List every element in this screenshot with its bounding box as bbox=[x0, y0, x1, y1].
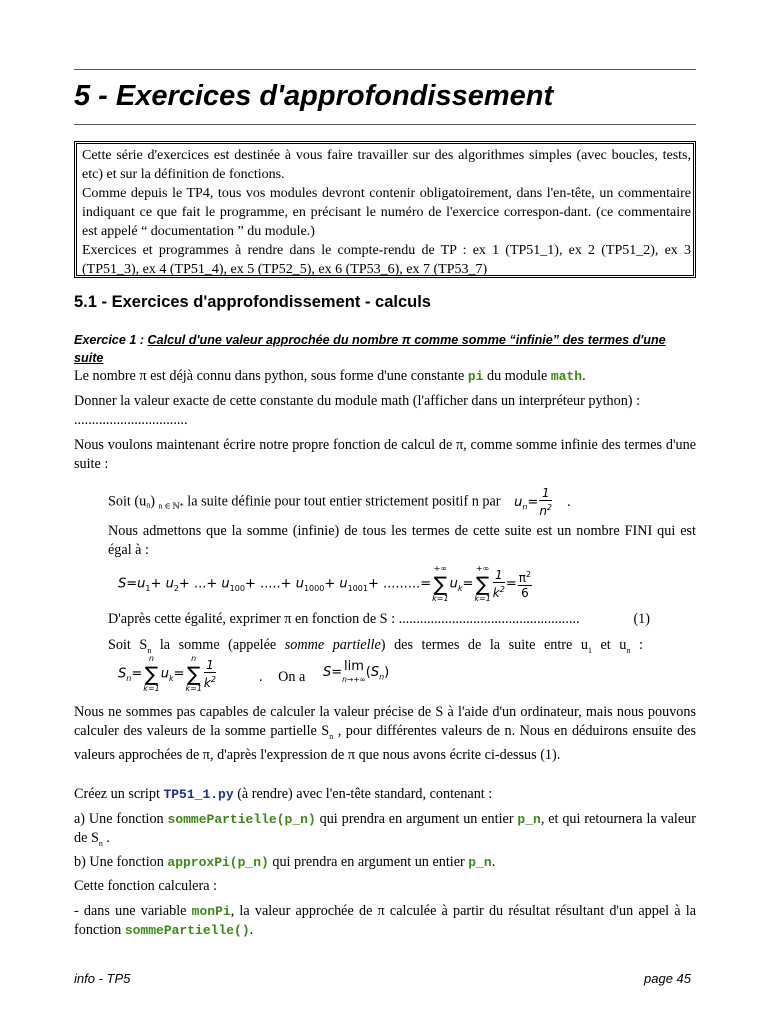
paragraph-somme-infinie bbox=[74, 436, 696, 474]
sigma-bottom-4: k=1 bbox=[185, 684, 202, 693]
sym-rpar: ) bbox=[384, 665, 390, 680]
paragraph-calculera bbox=[74, 877, 696, 896]
text-des-termes: ) des termes de la suite entre u bbox=[380, 637, 588, 653]
sym-dots-9: ......... bbox=[383, 576, 421, 592]
intro-box bbox=[74, 141, 696, 278]
equation-ref-1: (1) bbox=[633, 611, 650, 627]
sym-sub-1001: 1001 bbox=[347, 584, 368, 594]
text-somme-partielle: somme partielle bbox=[284, 637, 381, 653]
text-ordinateur-b: , pour différentes valeurs de n. Nous en déduirons ensuite des valeurs approchées de π, d'après l'expression de π que nous avons écrite ci-dessus (1). bbox=[74, 723, 696, 763]
text-ordinateur-a: Nous ne sommes pas capables de calculer la valeur précise de S à l'aide d'un ordinateur, mais nous pouvons calculer des valeurs de la somme partielle S bbox=[74, 704, 696, 739]
sigma-partial-uk bbox=[143, 654, 159, 694]
paragraph-pi-python bbox=[74, 367, 696, 386]
sym-plus-2: + bbox=[178, 576, 190, 592]
sym-plus-6: + bbox=[324, 576, 336, 592]
fraction-1-over-k2 bbox=[493, 568, 505, 600]
paragraph-fonction-b bbox=[74, 853, 696, 872]
code-p_n-2: p_n bbox=[468, 855, 492, 870]
lim-word: lim bbox=[344, 658, 364, 674]
sym-uk-2: u bbox=[160, 666, 169, 682]
exercise-title: Calcul d'une valeur approchée du nombre π comme somme “infinie” des termes d'une suite bbox=[74, 333, 666, 365]
text-colon: : bbox=[630, 637, 643, 653]
sym-S-lim: S bbox=[323, 665, 332, 680]
sym-eq-3: = bbox=[462, 576, 474, 592]
sigma-n-top: n bbox=[148, 654, 154, 663]
text-a-rendre: (à rendre) avec l'en-tête standard, contenant : bbox=[233, 786, 493, 802]
sym-plus-7: + bbox=[367, 576, 379, 592]
sigma-bottom-3: k=1 bbox=[143, 684, 160, 693]
sym-uk: u bbox=[449, 576, 458, 592]
text-on-a: On a bbox=[278, 669, 306, 685]
code-p_n: p_n bbox=[517, 812, 541, 827]
text-donner-valeur: Donner la valeur exacte de cette constante du module math (l'afficher dans un interpréteur python) : bbox=[74, 393, 641, 409]
paragraph-donner-valeur bbox=[74, 392, 696, 430]
sym-lpar: ( bbox=[365, 665, 371, 680]
limit-operator bbox=[342, 660, 366, 686]
sym-eq-6: = bbox=[173, 666, 185, 682]
formula-limit bbox=[323, 658, 389, 693]
code-math: math bbox=[550, 369, 583, 384]
sigma-symbol: ∑ bbox=[433, 572, 448, 596]
intro-paragraph-1: Cette série d'exercices est destinée à vous faire travailler sur des algorithmes simples (avec boucles, tests, etc) et sur la définition de fonctions. bbox=[82, 148, 691, 182]
text-fonction-b: b) Une fonction bbox=[74, 854, 168, 870]
text-dans-variable: - dans une variable bbox=[74, 903, 192, 919]
sigma-top: +∞ bbox=[433, 564, 448, 573]
exercise-label: Exercice 1 : bbox=[74, 333, 148, 347]
sym-u1: u bbox=[137, 576, 146, 592]
text-soit-sn: Soit S bbox=[108, 637, 148, 653]
text-soit: Soit (u bbox=[108, 493, 147, 510]
frac-k-den bbox=[493, 583, 505, 600]
sub-sn-3: n bbox=[98, 838, 103, 848]
text-creez: Créez un script bbox=[74, 786, 164, 802]
text-dot: . bbox=[259, 669, 263, 685]
text-fonction-a: a) Une fonction bbox=[74, 811, 168, 827]
sym-sub-n-lim: n bbox=[379, 672, 385, 682]
sym-u2: u bbox=[165, 576, 174, 592]
footer-course: info - TP5 bbox=[74, 971, 131, 986]
sym-sub-k: k bbox=[457, 584, 463, 594]
sub-sn-2: n bbox=[329, 731, 334, 741]
code-sommePartielle-call: sommePartielle() bbox=[124, 923, 250, 938]
sigma-top-2: +∞ bbox=[475, 564, 490, 573]
chapter-title: 5 - Exercices d'approfondissement bbox=[74, 80, 554, 112]
sym-plus-5: + bbox=[280, 576, 292, 592]
sym-dots-5: ..... bbox=[259, 576, 281, 592]
sym-plus-4: + bbox=[244, 576, 256, 592]
frac-k-num: 1 bbox=[493, 568, 505, 583]
frac-den bbox=[539, 501, 552, 518]
sigma-n-top-2: n bbox=[191, 654, 197, 663]
exercise-heading bbox=[74, 331, 696, 367]
sym-eq-1: = bbox=[126, 576, 138, 592]
text-nous-admettons: Nous admettons que la somme (infinie) de tous les termes de cette suite est un nombre FINI qui est égal à : bbox=[108, 523, 696, 558]
sub-n: n bbox=[146, 500, 151, 510]
text-prendra-argument: qui prendra en argument un entier bbox=[315, 811, 518, 827]
sym-u1001: u bbox=[339, 576, 348, 592]
sigma-symbol-2: ∑ bbox=[475, 572, 490, 596]
frac-six: 6 bbox=[521, 586, 529, 600]
sym-dots-3: ... bbox=[193, 576, 207, 592]
sym-u1000: u bbox=[295, 576, 304, 592]
frac-k-den-sq: 2 bbox=[499, 585, 505, 594]
sym-plus-1: + bbox=[150, 576, 162, 592]
paragraph-ordinateur bbox=[74, 703, 696, 765]
sigma-sum-1-over-k2 bbox=[474, 564, 490, 604]
sym-eq-2: = bbox=[420, 576, 432, 592]
sym-sub-100: 100 bbox=[229, 584, 245, 594]
sym-sub-1000: 1000 bbox=[303, 584, 325, 594]
sym-sub-2: 2 bbox=[173, 584, 179, 594]
text-end-dot: . bbox=[567, 493, 571, 510]
fraction-1-over-n2 bbox=[539, 486, 552, 518]
sigma-bottom-2: k=1 bbox=[474, 594, 491, 603]
set-nstar: n ∈ ℕ* bbox=[158, 501, 184, 511]
frac-pi-num bbox=[518, 568, 532, 586]
frac-num: 1 bbox=[539, 486, 552, 501]
sigma-symbol-3: ∑ bbox=[144, 662, 159, 686]
formula-partial-sum bbox=[118, 654, 217, 699]
section-title: 5.1 - Exercices d'approfondissement - calculs bbox=[74, 293, 431, 311]
formula-un bbox=[514, 486, 557, 518]
text-suite-definie: la suite définie pour tout entier strictement positif n par bbox=[183, 493, 501, 510]
paragraph-nous-admettons bbox=[108, 522, 696, 560]
answer-dots-1: ................................................... bbox=[398, 611, 580, 627]
sym-sub-n: n bbox=[522, 502, 528, 512]
text-prendra-argument-2: qui prendra en argument un entier bbox=[268, 854, 469, 870]
frac-p-den-k: k bbox=[203, 676, 211, 690]
sym-eq: = bbox=[527, 494, 539, 510]
text-period-3: . bbox=[491, 854, 496, 870]
text-period-2: . bbox=[102, 830, 110, 846]
paragraph-dapres bbox=[108, 610, 696, 629]
title-underline-rule bbox=[74, 124, 696, 125]
sub-u1: 1 bbox=[587, 645, 592, 655]
fraction-1-over-k2-partial bbox=[204, 658, 216, 690]
frac-p-den-sq: 2 bbox=[210, 675, 216, 684]
text-retournera: , et qui retournera la valeur de S bbox=[74, 811, 696, 846]
intro-paragraph-3: Exercices et programmes à rendre dans le compte-rendu de TP : ex 1 (TP51_1), ex 2 (TP51_2), ex 3 (TP51_3), ex 4 (TP51_4), ex 5 (TP52_5), ex 6 (TP53_6), ex 7 (TP53_7) bbox=[82, 243, 691, 277]
formula-infinite-sum bbox=[118, 564, 533, 609]
on-a-label bbox=[259, 668, 305, 687]
frac-pi: π bbox=[518, 571, 526, 585]
code-sommePartielle: sommePartielle(p_n) bbox=[167, 812, 316, 827]
code-script-name: TP51_1.py bbox=[163, 787, 234, 802]
text-et-un: et u bbox=[591, 637, 627, 653]
frac-den-n: n bbox=[539, 504, 547, 518]
sym-S: S bbox=[118, 576, 127, 592]
answer-dots: ................................ bbox=[74, 412, 188, 428]
text-dapres: D'après cette égalité, exprimer π en fonction de S : bbox=[108, 611, 399, 627]
text-calculera: Cette fonction calculera : bbox=[74, 878, 217, 894]
code-approxPi: approxPi(p_n) bbox=[167, 855, 269, 870]
text-la-somme: la somme (appelée bbox=[151, 637, 285, 653]
sigma-sum-uk bbox=[432, 564, 448, 604]
text-period-4: . bbox=[249, 922, 254, 938]
sym-u: u bbox=[514, 494, 523, 510]
sym-Sn: S bbox=[118, 666, 127, 682]
sym-S-in-lim: S bbox=[370, 665, 380, 680]
frac-p-num: 1 bbox=[204, 658, 216, 673]
intro-paragraph-2: Comme depuis le TP4, tous vos modules devront contenir obligatoirement, dans l'en-tête, un commentaire indiquant ce que fait le programme, en précisant le numéro de l'exercice correspon-dant. (ce commentaire est appelé “ documentation ” du module.) bbox=[82, 186, 691, 239]
text-period: . bbox=[582, 368, 586, 384]
text-du-module: du module bbox=[483, 368, 551, 384]
paragraph-fonction-a bbox=[74, 810, 696, 853]
code-pi: pi bbox=[467, 369, 484, 384]
frac-k-den-k: k bbox=[492, 586, 500, 600]
paragraph-monpi bbox=[74, 902, 696, 940]
sigma-partial-1-over-k2 bbox=[185, 654, 201, 694]
text-pi-known: Le nombre π est déjà connu dans python, sous forme d'une constante bbox=[74, 368, 468, 384]
text-paren: ) bbox=[150, 493, 159, 510]
line-definition-suite bbox=[108, 486, 696, 518]
lim-subscript: n→+∞ bbox=[342, 674, 366, 684]
top-rule bbox=[74, 69, 696, 70]
sigma-symbol-4: ∑ bbox=[186, 662, 201, 686]
paragraph-creez-script bbox=[74, 785, 696, 804]
sym-sub-1: 1 bbox=[145, 584, 151, 594]
sigma-bottom: k=1 bbox=[432, 594, 449, 603]
sym-eq-5: = bbox=[131, 666, 143, 682]
footer-page-number: page 45 bbox=[644, 971, 691, 986]
code-monPi: monPi bbox=[191, 904, 231, 919]
text-valeur-approchee: , la valeur approchée de π calculée à partir du résultat résultant d'un appel à la fonction bbox=[74, 903, 696, 938]
sym-u100: u bbox=[221, 576, 230, 592]
sub-un: n bbox=[626, 645, 631, 655]
text-somme-infinie: Nous voulons maintenant écrire notre propre fonction de calcul de π, comme somme infinie des termes d'une suite : bbox=[74, 437, 696, 472]
sym-Sn-sub: n bbox=[126, 674, 132, 684]
sym-eq-7: = bbox=[331, 665, 343, 680]
frac-pi-sq: 2 bbox=[525, 570, 532, 579]
frac-p-den bbox=[204, 673, 216, 690]
frac-den-sq: 2 bbox=[546, 503, 553, 512]
sym-sub-k-2: k bbox=[168, 674, 174, 684]
sub-sn: n bbox=[147, 645, 152, 655]
fraction-pi2-over-6 bbox=[518, 568, 532, 600]
sym-eq-4: = bbox=[505, 576, 517, 592]
sym-plus-3: + bbox=[206, 576, 218, 592]
